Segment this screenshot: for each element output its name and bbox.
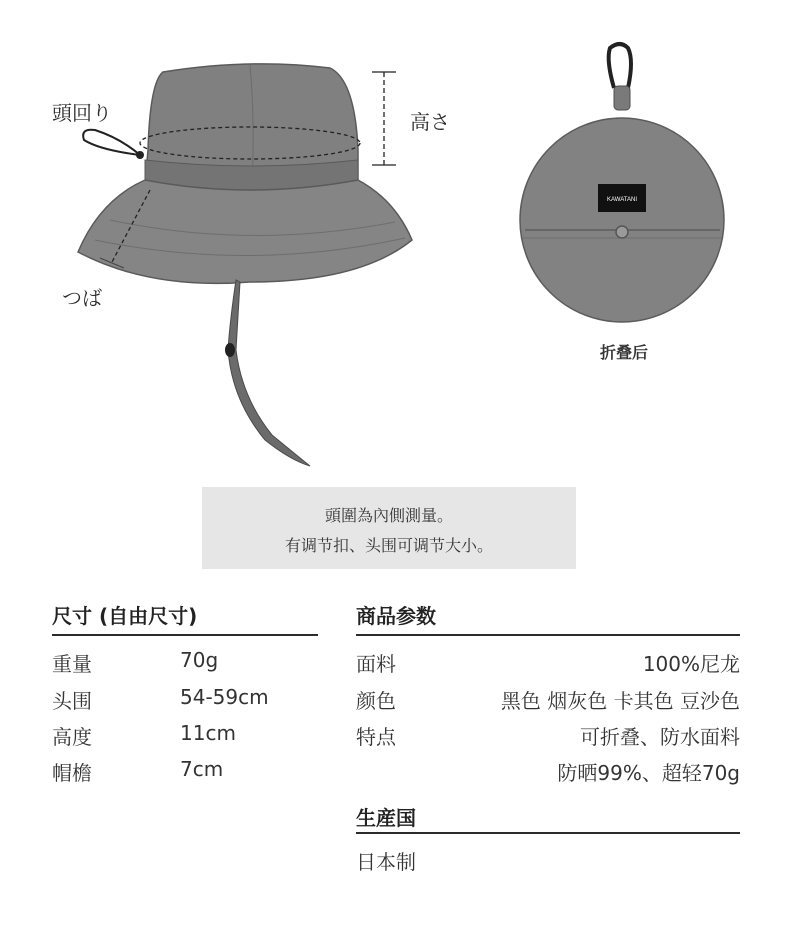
size-section-title: 尺寸 (自由尺寸) — [52, 604, 198, 628]
pouch-body — [520, 118, 724, 322]
origin-section-rule — [356, 832, 740, 834]
height-label: 高さ — [410, 110, 450, 134]
params-row: 防晒99%、超轻70g — [557, 761, 740, 785]
brand-tag-text: KAWATANI — [607, 197, 637, 203]
params-row: 颜色 黑色 烟灰色 卡其色 豆沙色 — [356, 689, 740, 713]
note-line-2: 有调节扣、头围可调节大小。 — [284, 536, 493, 555]
snap-button — [616, 226, 628, 238]
size-row: 高度 11cm — [52, 721, 236, 749]
params-section-rule — [356, 634, 740, 636]
params-row: 面料 100%尼龙 — [356, 652, 740, 676]
note-line-1: 頭圍為內側測量。 — [324, 506, 453, 525]
folded-label: 折叠后 — [600, 343, 649, 362]
origin-section-title: 生産国 — [356, 806, 416, 830]
size-row: 帽檐 7cm — [52, 757, 224, 785]
brim-label: つば — [62, 286, 102, 310]
size-section-rule — [52, 634, 318, 636]
head-circumference-label: 頭回り — [52, 101, 112, 125]
carabiner-icon — [609, 44, 631, 88]
folded-pouch-illustration — [510, 40, 740, 340]
chin-strap — [228, 280, 310, 466]
size-row: 重量 70g — [52, 648, 219, 676]
drawstring-loop — [83, 130, 140, 155]
params-row: 特点 可折叠、防水面料 — [356, 725, 740, 749]
origin-value: 日本制 — [356, 850, 416, 874]
params-section-title: 商品参数 — [356, 604, 436, 628]
size-row: 头围 54-59cm — [52, 685, 269, 713]
hat-brim — [78, 180, 412, 283]
measurement-note-box — [202, 487, 576, 569]
